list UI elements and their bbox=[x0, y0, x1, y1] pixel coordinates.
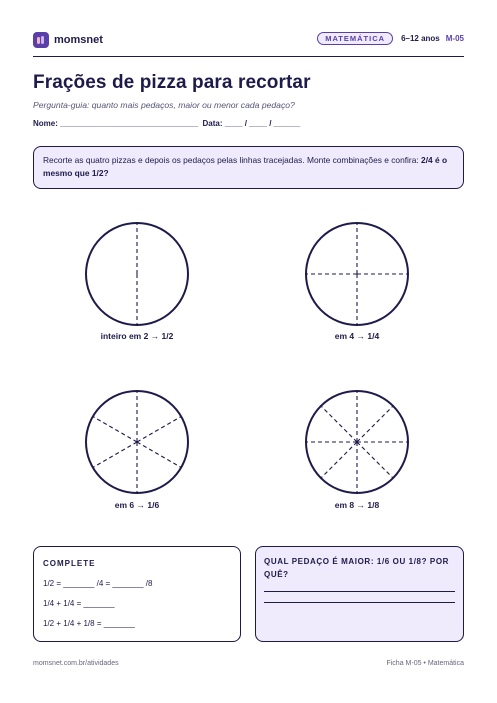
brand-name: momsnet bbox=[54, 34, 103, 46]
guide-question: Pergunta-guia: quanto mais pedaços, maior ou menor cada pedaço? bbox=[33, 100, 295, 110]
age-range: 6–12 anos bbox=[401, 34, 440, 43]
pizza-4-slices bbox=[306, 223, 408, 325]
subject-badge: MATEMÁTICA bbox=[317, 32, 393, 45]
name-date-line: Nome: _______________________________ Data: ____ / ____ / ______ bbox=[33, 119, 301, 128]
complete-equation[interactable]: 1/2 = _______ /4 = _______ /8 bbox=[43, 579, 153, 588]
question-title: QUAL PEDAÇO É MAIOR: 1/6 OU 1/8? POR QUÊ? bbox=[264, 557, 450, 579]
complete-box bbox=[33, 546, 241, 642]
pizza-2-slices bbox=[86, 223, 188, 325]
worksheet-code: M-05 bbox=[445, 34, 464, 43]
footer-sheet-info: Ficha M-05 • Matemática bbox=[386, 660, 464, 667]
complete-equation[interactable]: 1/4 + 1/4 = _______ bbox=[43, 599, 115, 608]
instruction-text: Recorte as quatro pizzas e depois os pedaços pelas linhas tracejadas. Monte combinações e confira: bbox=[43, 155, 422, 165]
answer-line[interactable] bbox=[264, 593, 455, 603]
question-box bbox=[255, 546, 464, 642]
footer-url: momsnet.com.br/atividades bbox=[33, 660, 119, 667]
pizza-6-slices bbox=[86, 391, 188, 493]
instruction-highlight: 2/4 é o mesmo que 1/2? bbox=[43, 155, 448, 178]
pizza-caption-halves: inteiro em 2 → 1/2 bbox=[100, 331, 174, 341]
pizza-8-slices bbox=[306, 391, 408, 493]
pizza-caption-sixths: em 6 → 1/6 bbox=[114, 500, 160, 510]
complete-title: COMPLETE bbox=[43, 559, 96, 568]
complete-equation[interactable]: 1/2 + 1/4 + 1/8 = _______ bbox=[43, 619, 135, 628]
answer-line[interactable] bbox=[264, 582, 455, 592]
page-title: Frações de pizza para recortar bbox=[33, 72, 311, 93]
pizza-caption-quarters: em 4 → 1/4 bbox=[334, 331, 380, 341]
pizza-caption-eighths: em 8 → 1/8 bbox=[334, 500, 380, 510]
